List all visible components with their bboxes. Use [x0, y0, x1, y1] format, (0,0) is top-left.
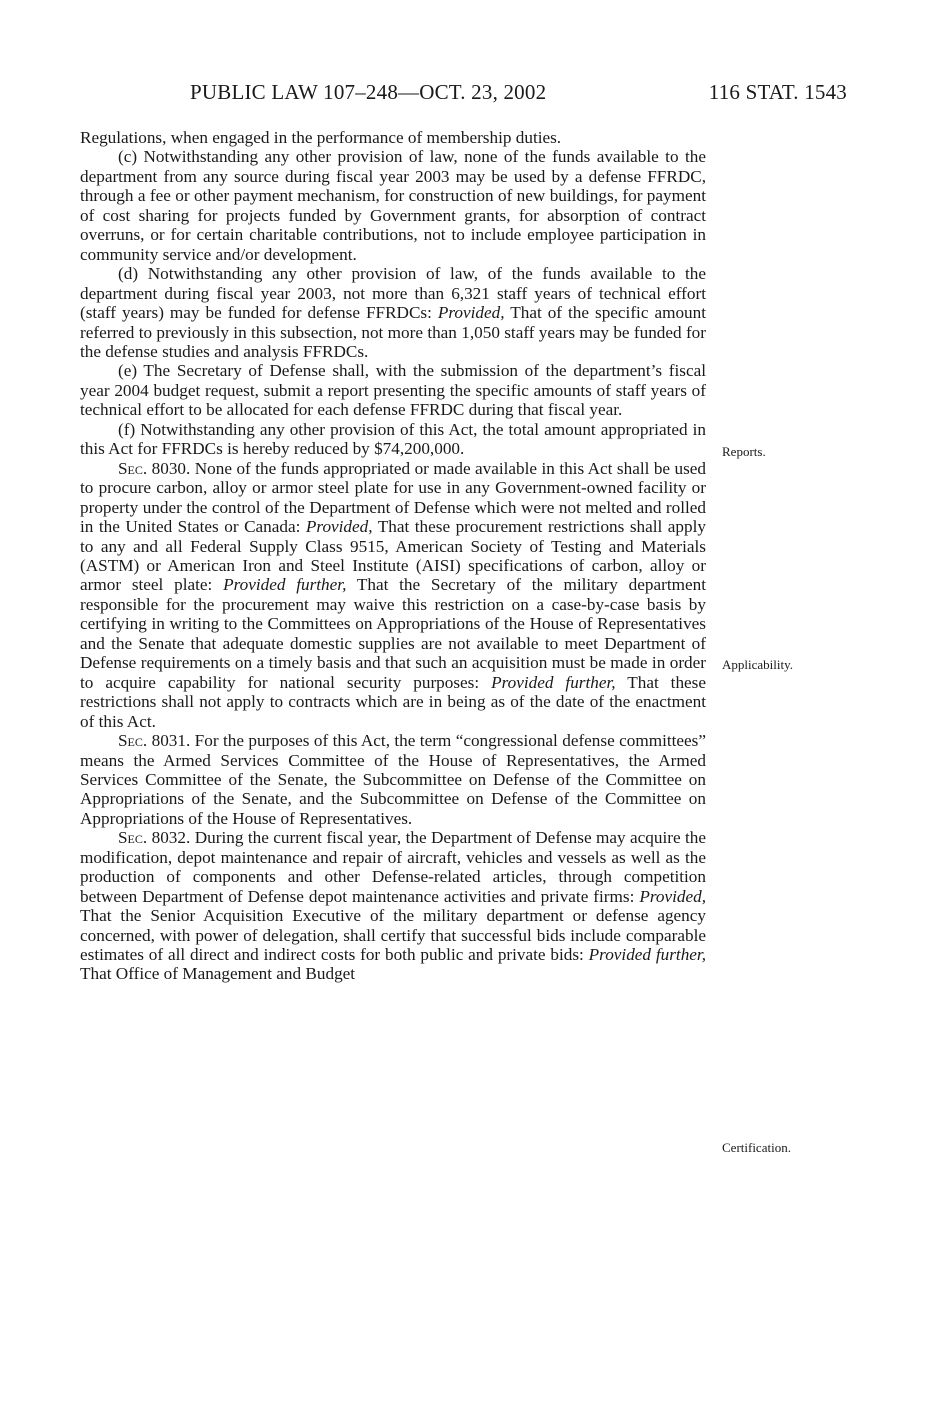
text-span: That the Secretary of the military department responsible for the procurement may waive this restriction on a case-by-case basis by certifying in writing to the Committees on Appropriations of the House of Representatives and the Senate that adequate domestic supplies are not available to meet Department of Defense requirements on a timely basis and that such an acquisition must be made in order to acquire capability for national security purposes:: [80, 575, 706, 692]
law-body-text: [80, 128, 706, 984]
paragraph-e: (e) The Secretary of Defense shall, with the submission of the department’s fiscal year 2004 budget request, submit a report presenting the specific amounts of staff years of technical effort to be allocated for each defense FFRDC during that fiscal year.: [80, 361, 706, 420]
proviso-italic: Provided further,: [223, 575, 347, 595]
text-span: That these procurement restrictions shall apply to any and all Federal Supply Class 9515, American Society of Testing and Materials (ASTM) or American Iron and Steel Institute (AISI) specifications of carbon, alloy or armor steel plate:: [80, 517, 706, 595]
statute-page-number: 116 STAT. 1543: [708, 80, 847, 104]
section-8031: [80, 731, 706, 828]
text-span: 8031. For the purposes of this Act, the term “congressional defense committees” means the Armed Services Committee of the House of Representatives, the Armed Services Committee of the Senate, the Subcommittee on Defense of the Committee on Appropriations of the Senate, and the Subcommittee on Defense of the Committee on Appropriations of the House of Representatives.: [80, 731, 706, 828]
margin-note-certification: Certification.: [722, 1140, 791, 1155]
public-law-title: PUBLIC LAW 107–248—OCT. 23, 2002: [190, 80, 547, 104]
paragraph-continuation: Regulations, when engaged in the performance of membership duties.: [80, 128, 562, 147]
text-span: That these restrictions shall not apply to contracts which are in being as of the date of the enactment of this Act.: [80, 672, 706, 731]
page-header: [0, 80, 946, 110]
proviso-italic: Provided further,: [588, 945, 706, 965]
text-span: 8030. None of the funds appropriated or made available in this Act shall be used to procure carbon, alloy or armor steel plate for use in any Government-owned facility or property under the control of the Department of Defense which were not melted and rolled in the United States or Canada:: [80, 458, 706, 537]
proviso-italic: Provided further,: [491, 672, 616, 692]
text-span: That the Senior Acquisition Executive of the military department or defense agency concerned, with power of delegation, shall certify that successful bids include comparable estimates of all direct and indirect costs for both public and private bids:: [80, 906, 706, 965]
text-span: That Office of Management and Budget: [80, 964, 356, 984]
proviso-italic: Provided,: [437, 303, 505, 323]
paragraph-d: [80, 264, 706, 361]
text-span: (d) Notwithstanding any other provision of law, of the funds available to the department during fiscal year 2003, not more than 6,321 staff years of technical effort (staff years) may be funded for defense FFRDCs:: [80, 264, 706, 323]
section-8032: [80, 828, 706, 984]
margin-note-reports: Reports.: [722, 444, 766, 459]
section-abbrev: Sec.: [118, 828, 148, 848]
text-span: 8032. During the current fiscal year, the Department of Defense may acquire the modification, depot maintenance and repair of aircraft, vehicles and vessels as well as the production of components and other Defense-related articles, through competition between Department of Defense depot maintenance activities and private firms:: [80, 828, 706, 906]
section-abbrev: Sec.: [118, 458, 148, 478]
text-span: That of the specific amount referred to previously in this subsection, not more than 1,050 staff years may be funded for the defense studies and analysis FFRDCs.: [80, 303, 707, 361]
paragraph-c: (c) Notwithstanding any other provision of law, none of the funds available to the department from any source during fiscal year 2003 may be used by a defense FFRDC, through a fee or other payment mechanism, for construction of new buildings, for payment of cost sharing for projects funded by Government grants, for absorption of contract overruns, or for certain charitable contributions, not to include employee participation in community service and/or development.: [80, 147, 706, 264]
paragraph-f: (f) Notwithstanding any other provision of this Act, the total amount appropriated in this Act for FFRDCs is hereby reduced by $74,200,000.: [80, 419, 706, 459]
section-abbrev: Sec.: [118, 731, 148, 751]
proviso-italic: Provided,: [305, 517, 373, 537]
section-8030: [80, 459, 706, 731]
margin-note-applicability: Applicability.: [722, 657, 794, 672]
proviso-italic: Provided,: [639, 886, 706, 906]
